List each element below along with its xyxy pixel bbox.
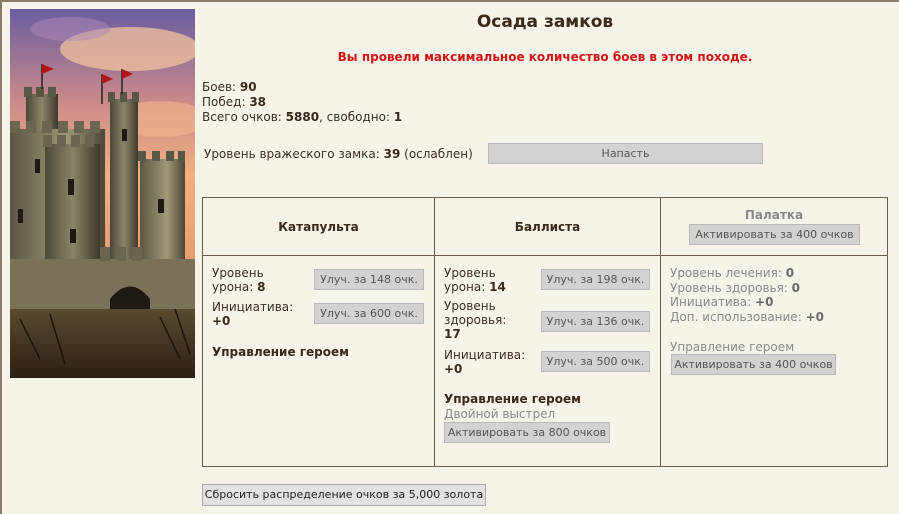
ballista-damage [444,266,506,294]
tent-initiative-value: +0 [755,295,774,309]
ballista-initiative-label: Инициатива: [444,348,526,362]
max-battles-warning: Вы провели максимальное количество боев в этом походе. [337,50,753,64]
ballista-damage-label: Уровень [444,266,496,280]
siege-upgrades-panel [202,197,888,467]
battles-row [202,80,402,95]
ballista-damage-label-2: урона: [444,280,486,294]
tent-hero-activate-button[interactable]: Активировать за 400 очков [671,354,836,375]
ballista-health-label: Уровень [444,299,496,313]
enemy-level-label: Уровень вражеского замка: [204,147,380,161]
tent-stats [670,266,824,324]
tent-title: Палатка [744,208,804,222]
catapult-header [203,198,434,255]
wins-label: Побед: [202,95,246,109]
tent-extra-label: Доп. использование: [670,309,802,324]
ballista-initiative-upgrade-button[interactable]: Улуч. за 500 очк. [541,351,650,372]
ballista-hero-control: Управление героем [444,392,581,406]
attack-button[interactable]: Напасть [488,143,763,164]
header-divider [203,255,887,256]
ballista-activate-button[interactable]: Активировать за 800 очков [444,422,610,443]
points-value: 5880 [285,110,320,124]
catapult-damage-upgrade-button[interactable]: Улуч. за 148 очк. [314,269,424,290]
page-title: Осада замков [476,12,614,32]
catapult-hero-control: Управление героем [212,345,349,359]
catapult-damage-value: 8 [257,280,266,294]
catapult-initiative-upgrade-button[interactable]: Улуч. за 600 очк. [314,303,424,324]
catapult-initiative [212,300,293,328]
ballista-damage-value: 14 [489,280,506,294]
ballista-header [435,198,660,255]
tent-initiative-label: Инициатива: [670,295,752,309]
ballista-double-shot: Двойной выстрел [444,407,556,421]
tent-health-value: 0 [791,280,801,295]
tent-health-label: Уровень здоровья: [670,280,788,295]
ballista-initiative [444,348,525,376]
battles-value: 90 [239,80,257,94]
tent-heal-value: 0 [785,266,795,280]
catapult-title: Катапульта [278,220,359,234]
catapult-initiative-value: +0 [212,314,231,328]
points-row [202,110,402,125]
castle-image [10,9,195,378]
catapult-damage-label-2: урона: [212,280,254,294]
reset-points-button[interactable]: Сбросить распределение очков за 5,000 золота [202,484,486,506]
battles-label: Боев: [202,80,237,94]
enemy-level-status: (ослаблен) [404,147,473,161]
ballista-health-value: 17 [444,327,461,341]
free-label: , свободно: [319,110,390,124]
tent-hero-control: Управление героем [670,340,795,354]
frame-left-border [0,0,2,514]
ballista-health-upgrade-button[interactable]: Улуч. за 136 очк. [541,311,650,332]
stats-block [202,80,402,125]
wins-row [202,95,402,110]
wins-value: 38 [249,95,267,109]
points-label: Всего очков: [202,110,282,124]
ballista-damage-upgrade-button[interactable]: Улуч. за 198 очк. [541,269,650,290]
ballista-health [444,299,506,341]
tent-heal-label: Уровень лечения: [670,266,782,280]
catapult-damage-label: Уровень [212,266,264,280]
ballista-title: Баллиста [514,220,581,234]
catapult-initiative-label: Инициатива: [212,300,294,314]
ballista-health-label-2: здоровья: [444,313,507,327]
free-value: 1 [393,110,403,124]
enemy-castle-level [204,147,473,161]
tent-activate-button[interactable]: Активировать за 400 очков [689,224,860,245]
ballista-initiative-value: +0 [444,362,463,376]
frame-top-border [0,0,899,2]
catapult-damage [212,266,266,294]
enemy-level-value: 39 [383,147,401,161]
tent-extra-value: +0 [805,309,824,324]
